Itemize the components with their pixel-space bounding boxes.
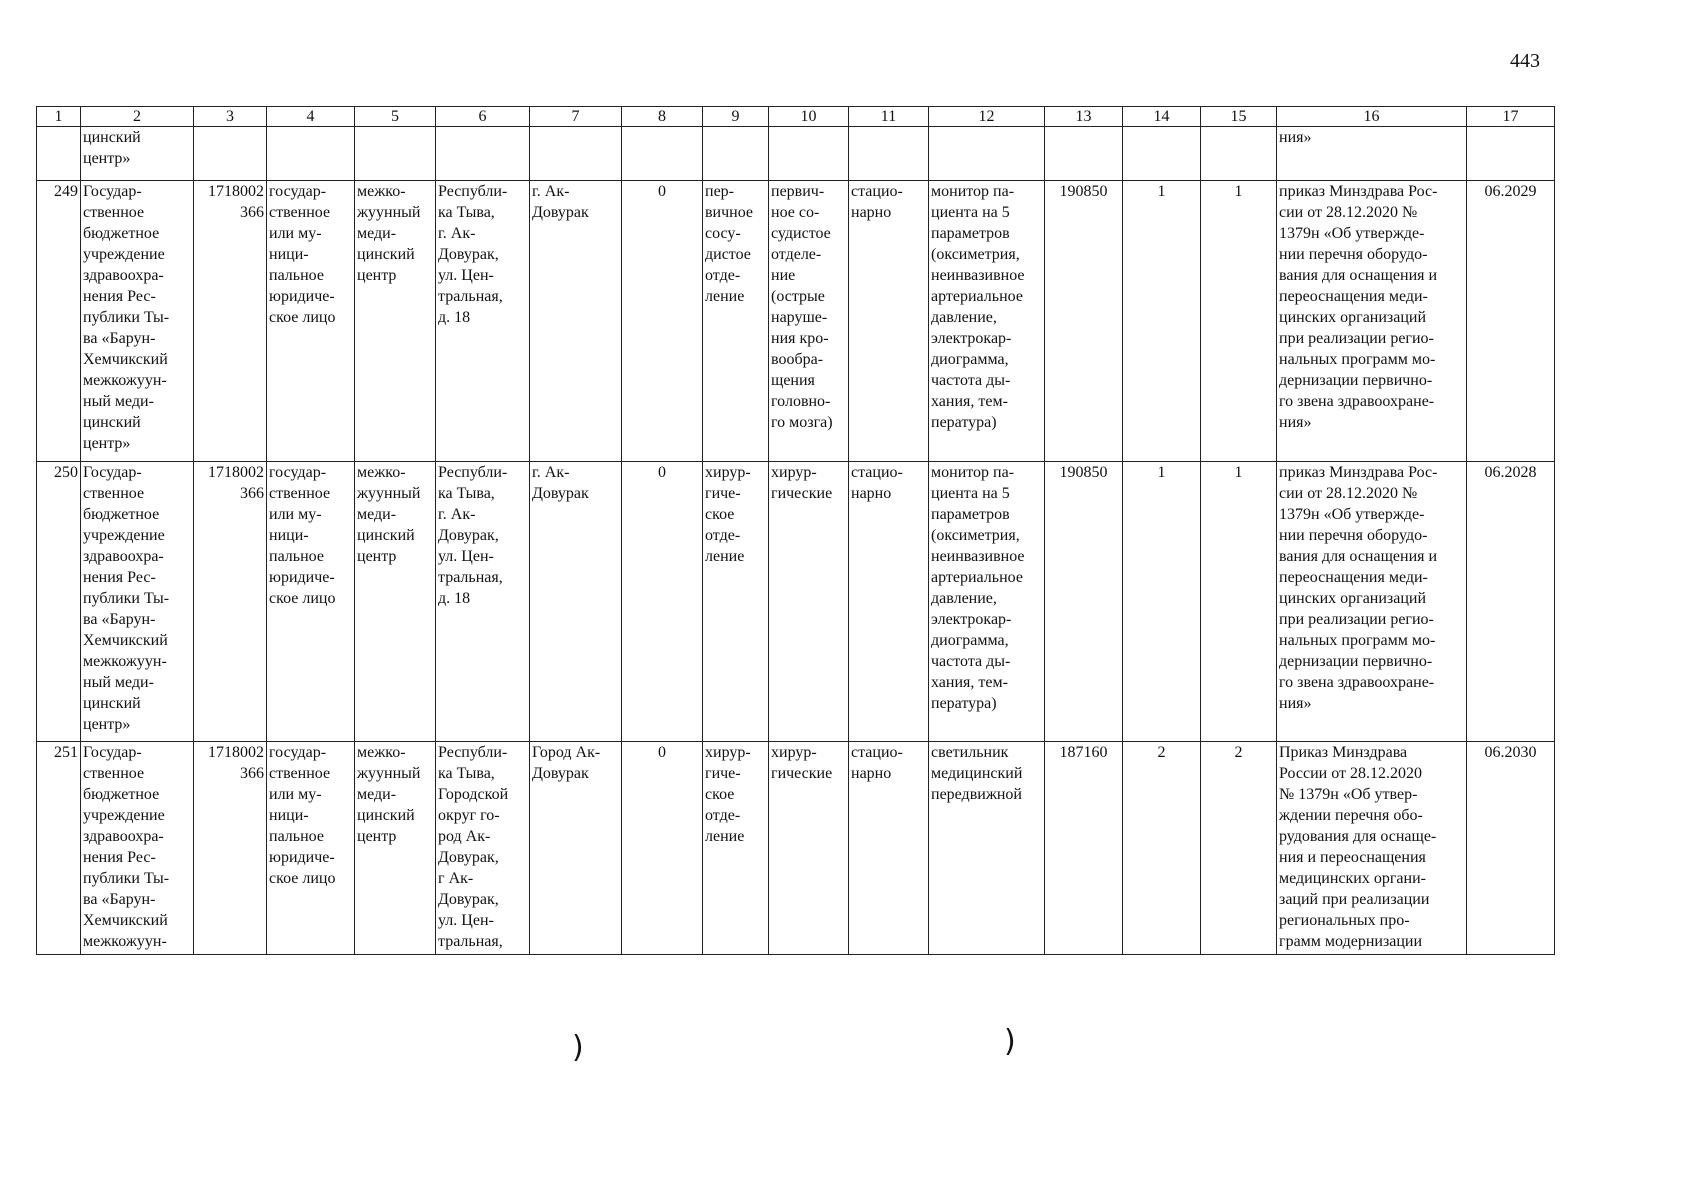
column-header: 3	[194, 107, 267, 127]
table-cell-col-6	[436, 742, 530, 955]
column-header: 4	[267, 107, 355, 127]
table-cell-col-12	[929, 462, 1045, 742]
cell-text: цинский центр»	[83, 129, 141, 167]
column-header: 17	[1467, 107, 1555, 127]
table-cell-col-15	[1201, 742, 1277, 955]
table-cell-col-10	[769, 462, 849, 742]
table-cell-col-16	[1277, 127, 1467, 181]
cell-text: 0	[658, 183, 666, 200]
table-cell-col-13	[1045, 181, 1123, 462]
table-cell-col-14	[1123, 462, 1201, 742]
table-cell-col-8	[622, 181, 703, 462]
table-cell-col-15	[1201, 127, 1277, 181]
table-cell-col-5	[355, 462, 436, 742]
cell-text: ния»	[1279, 129, 1312, 146]
table-cell-col-3	[194, 127, 267, 181]
table-cell-col-9	[703, 742, 769, 955]
cell-text: межко- жуунный меди- цинский центр	[357, 744, 421, 845]
cell-text: 190850	[1059, 183, 1108, 200]
table-cell-col-17	[1467, 181, 1555, 462]
table-cell-col-16	[1277, 181, 1467, 462]
column-header: 10	[769, 107, 849, 127]
column-header: 1	[37, 107, 81, 127]
table-cell-col-2	[81, 462, 194, 742]
cell-text: межко- жуунный меди- цинский центр	[357, 464, 421, 565]
signature-mark-left: )	[572, 1030, 584, 1065]
cell-text: хирур- гиче- ское отде- ление	[705, 744, 751, 845]
table-cell-col-9	[703, 181, 769, 462]
cell-text: Государ- ственное бюджетное учреждение здравоохра- нения Рес- публики Ты- ва «Барун- Хемчикский межкожуун-	[83, 744, 170, 950]
cell-text: 1718002 366	[208, 183, 264, 221]
table-cell-col-2	[81, 742, 194, 955]
table-cell-col-12	[929, 742, 1045, 955]
cell-text: приказ Минздрава Рос- сии от 28.12.2020 № 1379н «Об утвержде- нии перечня оборудо- вания для оснащения и переоснащения меди- цинских организаций при реализации регио- нальных программ мо- дернизации первично- го звена здравоохране- ния»	[1279, 464, 1438, 712]
cell-text: 1718002 366	[208, 744, 264, 782]
cell-text: 187160	[1059, 744, 1108, 761]
cell-text: 06.2030	[1484, 744, 1537, 761]
column-header: 15	[1201, 107, 1277, 127]
column-header: 16	[1277, 107, 1467, 127]
table-cell-col-9	[703, 462, 769, 742]
cell-text: государ- ственное или му- ници- пальное юридиче- ское лицо	[269, 464, 336, 607]
table-cell-col-4	[267, 181, 355, 462]
table-cell-col-10	[769, 742, 849, 955]
cell-text: государ- ственное или му- ници- пальное юридиче- ское лицо	[269, 744, 336, 887]
table-cell-col-13	[1045, 742, 1123, 955]
column-header: 6	[436, 107, 530, 127]
table-row	[37, 127, 1555, 181]
cell-text: 1	[1157, 464, 1166, 481]
table-cell-col-8	[622, 742, 703, 955]
cell-text: Город Ак- Довурак	[532, 744, 601, 782]
table-cell-col-4	[267, 462, 355, 742]
registry-table	[36, 106, 1555, 955]
cell-text: 2	[1234, 744, 1243, 761]
cell-text: 250	[54, 464, 78, 481]
table-cell-col-17	[1467, 742, 1555, 955]
table-body	[37, 127, 1555, 955]
page-number: 443	[1510, 50, 1540, 72]
table-cell-col-6	[436, 127, 530, 181]
table-cell-col-7	[530, 462, 622, 742]
cell-text: первич- ное со- судистое отделе- ние (острые наруше- ния кро- вообра- щения головно- го мозга)	[771, 183, 833, 431]
cell-text: 251	[54, 744, 78, 761]
table-cell-col-1	[37, 462, 81, 742]
table-cell-col-14	[1123, 181, 1201, 462]
table-cell-col-14	[1123, 742, 1201, 955]
table-cell-col-7	[530, 742, 622, 955]
table-cell-col-16	[1277, 742, 1467, 955]
cell-text: стацио- нарно	[851, 464, 903, 502]
table-cell-col-15	[1201, 462, 1277, 742]
cell-text: 06.2028	[1484, 464, 1537, 481]
column-header: 2	[81, 107, 194, 127]
table-cell-col-11	[849, 462, 929, 742]
cell-text: монитор па- циента на 5 параметров (оксиметрия, неинвазивное артериальное давление, электрокар- диограмма, частота ды- хания, тем- пература)	[931, 464, 1025, 712]
table-cell-col-4	[267, 127, 355, 181]
cell-text: пер- вичное сосу- дистое отде- ление	[705, 183, 754, 305]
table-cell-col-8	[622, 462, 703, 742]
column-header: 7	[530, 107, 622, 127]
table-cell-col-12	[929, 181, 1045, 462]
header-row	[37, 107, 1555, 127]
table-cell-col-17	[1467, 462, 1555, 742]
table-cell-col-8	[622, 127, 703, 181]
cell-text: Государ- ственное бюджетное учреждение здравоохра- нения Рес- публики Ты- ва «Барун- Хемчикский межкожуун- ный меди- цинский центр»	[83, 464, 170, 733]
column-header: 14	[1123, 107, 1201, 127]
table-cell-col-4	[267, 742, 355, 955]
cell-text: межко- жуунный меди- цинский центр	[357, 183, 421, 284]
cell-text: Республи- ка Тыва, Городской округ го- род Ак- Довурак, г Ак- Довурак, ул. Цен- тральная,	[438, 744, 509, 950]
table-cell-col-10	[769, 127, 849, 181]
cell-text: хирур- гические	[771, 464, 833, 502]
table-cell-col-11	[849, 742, 929, 955]
table-cell-col-2	[81, 127, 194, 181]
table-cell-col-11	[849, 181, 929, 462]
cell-text: Республи- ка Тыва, г. Ак- Довурак, ул. Цен- тральная, д. 18	[438, 183, 508, 326]
column-header: 5	[355, 107, 436, 127]
cell-text: приказ Минздрава Рос- сии от 28.12.2020 № 1379н «Об утвержде- нии перечня оборудо- вания для оснащения и переоснащения меди- цинских организаций при реализации регио- нальных программ мо- дернизации первично- го звена здравоохране- ния»	[1279, 183, 1438, 431]
table-cell-col-10	[769, 181, 849, 462]
column-header: 8	[622, 107, 703, 127]
cell-text: государ- ственное или му- ници- пальное юридиче- ское лицо	[269, 183, 336, 326]
table-row	[37, 742, 1555, 955]
cell-text: 0	[658, 464, 666, 481]
signature-mark-right: )	[1004, 1024, 1016, 1059]
table-cell-col-5	[355, 181, 436, 462]
cell-text: хирур- гические	[771, 744, 833, 782]
cell-text: Приказ Минздрава России от 28.12.2020 № 1379н «Об утвер- ждении перечня обо- рудования для оснаще- ния и переоснащения медицинских органи- заций при реализации региональных про- грамм модернизации	[1279, 744, 1437, 950]
table-cell-col-13	[1045, 462, 1123, 742]
cell-text: 1	[1234, 464, 1243, 481]
table-cell-col-7	[530, 181, 622, 462]
table-cell-col-6	[436, 462, 530, 742]
cell-text: стацио- нарно	[851, 744, 903, 782]
cell-text: г. Ак- Довурак	[532, 183, 589, 221]
cell-text: г. Ак- Довурак	[532, 464, 589, 502]
table-row	[37, 181, 1555, 462]
cell-text: 249	[54, 183, 78, 200]
table-cell-col-15	[1201, 181, 1277, 462]
cell-text: светильник медицинский передвижной	[931, 744, 1023, 803]
cell-text: монитор па- циента на 5 параметров (оксиметрия, неинвазивное артериальное давление, электрокар- диограмма, частота ды- хания, тем- пература)	[931, 183, 1025, 431]
table-cell-col-9	[703, 127, 769, 181]
table-cell-col-6	[436, 181, 530, 462]
cell-text: Республи- ка Тыва, г. Ак- Довурак, ул. Цен- тральная, д. 18	[438, 464, 508, 607]
column-header: 12	[929, 107, 1045, 127]
column-header: 9	[703, 107, 769, 127]
table-cell-col-7	[530, 127, 622, 181]
table-row	[37, 462, 1555, 742]
cell-text: 1	[1234, 183, 1243, 200]
table-cell-col-3	[194, 742, 267, 955]
table-cell-col-17	[1467, 127, 1555, 181]
table-cell-col-14	[1123, 127, 1201, 181]
table-cell-col-1	[37, 127, 81, 181]
column-header: 13	[1045, 107, 1123, 127]
table-cell-col-16	[1277, 462, 1467, 742]
table-cell-col-3	[194, 181, 267, 462]
table-cell-col-5	[355, 742, 436, 955]
table-cell-col-1	[37, 181, 81, 462]
column-header: 11	[849, 107, 929, 127]
cell-text: Государ- ственное бюджетное учреждение здравоохра- нения Рес- публики Ты- ва «Барун- Хемчикский межкожуун- ный меди- цинский центр»	[83, 183, 170, 452]
cell-text: 1	[1157, 183, 1166, 200]
table-cell-col-2	[81, 181, 194, 462]
cell-text: 0	[658, 744, 666, 761]
cell-text: стацио- нарно	[851, 183, 903, 221]
table-cell-col-11	[849, 127, 929, 181]
cell-text: 190850	[1059, 464, 1108, 481]
cell-text: 2	[1157, 744, 1166, 761]
table-cell-col-12	[929, 127, 1045, 181]
table-cell-col-3	[194, 462, 267, 742]
cell-text: хирур- гиче- ское отде- ление	[705, 464, 751, 565]
table-cell-col-13	[1045, 127, 1123, 181]
cell-text: 1718002 366	[208, 464, 264, 502]
cell-text: 06.2029	[1484, 183, 1537, 200]
table-cell-col-1	[37, 742, 81, 955]
table-cell-col-5	[355, 127, 436, 181]
